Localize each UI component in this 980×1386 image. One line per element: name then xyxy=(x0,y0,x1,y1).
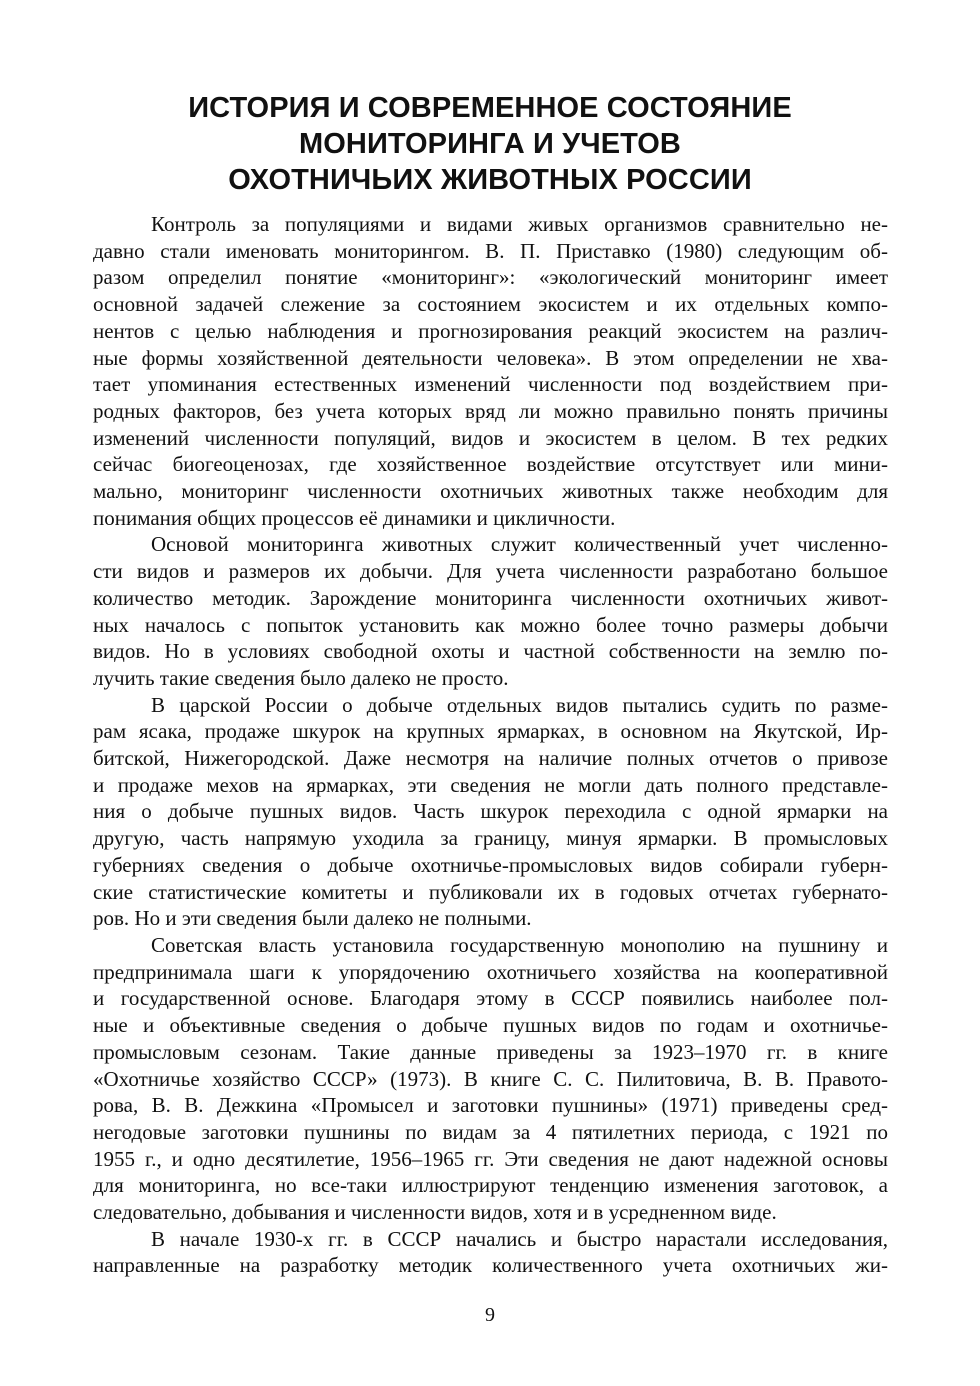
text-line: родных факторов, без учета которых вряд ли можно правильно понять причины xyxy=(93,398,888,423)
text-line: негодовые заготовки пушнины по видам за 4 пятилетних периода, с 1921 по xyxy=(93,1119,888,1144)
text-line: давно стали именовать мониторингом. В. П. Приставко (1980) следующим об- xyxy=(93,238,888,263)
page-title xyxy=(90,90,890,198)
text-line: Основой мониторинга животных служит количественный учет численно- xyxy=(151,532,888,557)
text-line: рам ясака, продаже шкурок на крупных ярмарках, в основном на Якутской, Ир- xyxy=(93,719,888,744)
text-line: видов. Но в условиях свободной охоты и частной собственности на землю по- xyxy=(93,639,888,664)
paragraph xyxy=(93,932,888,1226)
text-line: ские статистические комитеты и публиковали их в годовых отчетах губернато- xyxy=(93,879,888,904)
body-text xyxy=(93,211,888,1279)
text-line: изменений численности популяций, видов и экосистем в целом. В тех редких xyxy=(93,425,888,450)
text-line: и государственной основе. Благодаря этому в СССР появились наиболее пол- xyxy=(93,986,888,1011)
text-line: ных началось с попыток установить как можно более точно размеры добычи xyxy=(93,612,888,637)
text-line: другую, часть напрямую уходила за границу, минуя ярмарки. В промысловых xyxy=(93,826,888,851)
text-line: разом определил понятие «мониторинг»: «экологический мониторинг имеет xyxy=(93,265,888,290)
text-line: направленные на разработку методик количественного учета охотничьих жи- xyxy=(93,1253,888,1278)
text-line: мально, мониторинг численности охотничьих животных также необходим для xyxy=(93,479,888,504)
text-line: ные и объективные сведения о добыче пушных видов по годам и охотничье- xyxy=(93,1013,888,1038)
text-line: основной задачей слежение за состоянием экосистем и их отдельных компо- xyxy=(93,292,888,317)
text-line: «Охотничье хозяйство СССР» (1973). В книге С. С. Пилитовича, В. В. Правото- xyxy=(93,1066,888,1091)
paragraph xyxy=(93,1226,888,1279)
paragraph xyxy=(93,692,888,932)
text-line: и продаже мехов на ярмарках, эти сведения не могли дать полного представле- xyxy=(93,772,888,797)
text-line: сейчас биогеоценозах, где хозяйственное воздействие отсутствует или мини- xyxy=(93,452,888,477)
text-line: для мониторинга, но все-таки иллюстрируют тенденцию изменения заготовок, а xyxy=(93,1173,888,1198)
text-line: промысловым сезонам. Такие данные приведены за 1923–1970 гг. в книге xyxy=(93,1039,888,1064)
text-line: ния о добыче пушных видов. Часть шкурок переходила с одной ярмарки на xyxy=(93,799,888,824)
text-line: губерниях сведения о добыче охотничье-промысловых видов собирали губерн- xyxy=(93,852,888,877)
text-line: понимания общих процессов её динамики и цикличности. xyxy=(93,505,616,530)
text-line: тает упоминания естественных изменений численности под воздействием при- xyxy=(93,372,888,397)
text-line: рова, В. В. Дежкина «Промысел и заготовки пушнины» (1971) приведены сред- xyxy=(93,1093,888,1118)
title-line: МОНИТОРИНГА И УЧЕТОВ xyxy=(299,128,681,160)
text-line: количество методик. Зарождение мониторинга численности охотничьих живот- xyxy=(93,585,888,610)
text-line: 1955 г., и одно десятилетие, 1956–1965 гг. Эти сведения не дают надежной основы xyxy=(93,1146,888,1171)
paragraph xyxy=(93,531,888,691)
text-line: сти видов и размеров их добычи. Для учета численности разработано большое xyxy=(93,559,888,584)
text-line: Контроль за популяциями и видами живых организмов сравнительно не- xyxy=(151,212,888,236)
title-line: ИСТОРИЯ И СОВРЕМЕННОЕ СОСТОЯНИЕ xyxy=(188,92,792,124)
text-line: следовательно, добывания и численности видов, хотя и в усредненном виде. xyxy=(93,1200,777,1225)
text-line: Советская власть установила государственную монополию на пушнину и xyxy=(151,932,888,957)
paragraph xyxy=(93,211,888,531)
text-line: В начале 1930-х гг. в СССР начались и быстро нарастали исследования, xyxy=(151,1226,888,1251)
text-line: ров. Но и эти сведения были далеко не полными. xyxy=(93,906,532,931)
text-line: битской, Нижегородской. Даже несмотря на наличие полных отчетов о привозе xyxy=(93,746,888,771)
text-line: нентов с целью наблюдения и прогнозирования реакций экосистем на различ- xyxy=(93,318,888,343)
text-line: ные формы хозяйственной деятельности человека». В этом определении не хва- xyxy=(93,345,888,370)
page-number: 9 xyxy=(485,1304,495,1326)
text-line: В царской России о добыче отдельных видов пытались судить по разме- xyxy=(151,692,888,717)
title-line: ОХОТНИЧЬИХ ЖИВОТНЫХ РОССИИ xyxy=(228,164,752,196)
text-line: лучить такие сведения было далеко не просто. xyxy=(93,665,509,690)
text-line: предпринимала шаги к упорядочению охотничьего хозяйства на кооперативной xyxy=(93,959,888,984)
